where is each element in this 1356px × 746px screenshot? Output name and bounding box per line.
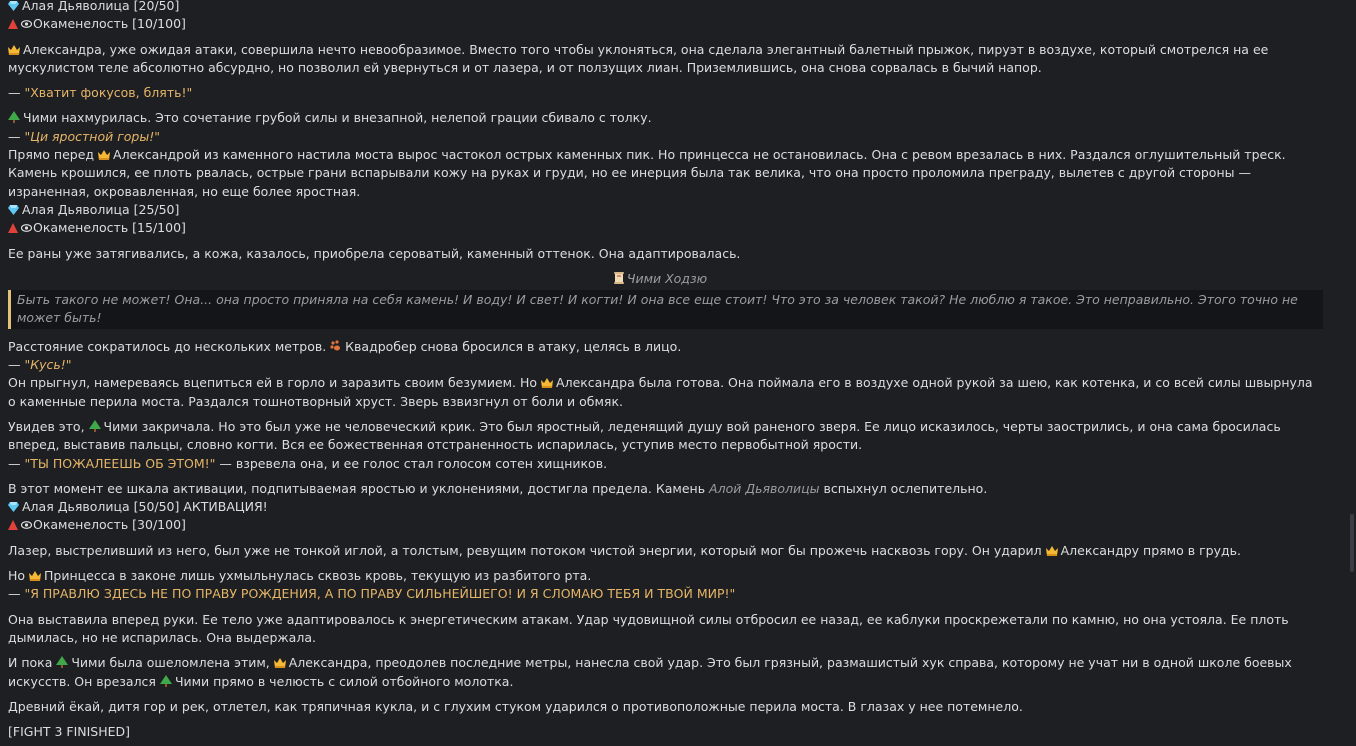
eye-icon bbox=[21, 219, 32, 227]
thought-quote: Быть такого не может! Она... она просто приняла на себя камень! И воду! И свет! И когти! И она все еще стоит! Что это за человек такой? Не люблю я такое. Это неправильно. Этого точно не может быть! bbox=[8, 290, 1323, 329]
stat-petrify: Окаменелость [15/100] bbox=[8, 219, 1323, 237]
gem-icon bbox=[8, 0, 19, 9]
crown-icon bbox=[98, 147, 110, 157]
stat-petrify: Окаменелость [10/100] bbox=[8, 15, 1323, 33]
quote-line: — "ТЫ ПОЖАЛЕЕШЬ ОБ ЭТОМ!" — взревела она, и ее голос стал голосом сотен хищников. bbox=[8, 455, 608, 471]
paragraph: Но Принцесса в законе лишь ухмыльнулась сквозь кровь, текущую из разбитого рта. bbox=[8, 568, 592, 584]
tree-icon bbox=[89, 419, 101, 431]
paragraph: Увидев это, Чими закричала. Но это был уже не человеческий крик. Это был яростный, леденящий душу вой раненого зверя. Ее лицо исказилось, черты заострились, и она сама бросилась вперед, выставив пальцы, словно когти. Вся ее божественная отстраненность испарилась, уступив место первобытной ярости. bbox=[8, 418, 1281, 453]
tree-icon bbox=[56, 655, 68, 667]
chat-log bbox=[8, 0, 1323, 741]
eye-icon bbox=[21, 516, 32, 524]
crown-icon bbox=[8, 42, 20, 52]
stat-alaya: Алая Дьяволица [50/50] АКТИВАЦИЯ! bbox=[8, 498, 1323, 516]
stat-alaya: Алая Дьяволица [25/50] bbox=[8, 201, 1323, 219]
gem-icon bbox=[8, 202, 19, 213]
red-triangle-icon bbox=[8, 16, 18, 26]
stat-petrify: Окаменелость [30/100] bbox=[8, 516, 1323, 534]
quote-line: — "Я ПРАВЛЮ ЗДЕСЬ НЕ ПО ПРАВУ РОЖДЕНИЯ, А ПО ПРАВУ СИЛЬНЕЙШЕГО! И Я СЛОМАЮ ТЕБЯ И ТВОЙ МИР!" bbox=[8, 586, 736, 602]
fight-status: [FIGHT 3 FINISHED] bbox=[8, 724, 131, 740]
quote-line: — "Ци яростной горы!" bbox=[8, 128, 160, 144]
quote-line: — "Кусь!" bbox=[8, 357, 72, 373]
eye-icon bbox=[21, 15, 32, 23]
stat-alaya: Алая Дьяволица [20/50] bbox=[8, 0, 1323, 15]
gem-icon bbox=[8, 499, 19, 510]
scroll-icon bbox=[614, 271, 624, 283]
red-triangle-icon bbox=[8, 220, 18, 230]
tree-icon bbox=[8, 110, 20, 122]
narrator-header: Чими Ходзю bbox=[0, 270, 1323, 288]
crown-icon bbox=[29, 568, 41, 578]
red-triangle-icon bbox=[8, 517, 18, 527]
paragraph: Древний ёкай, дитя гор и рек, отлетел, как тряпичная кукла, и с глухим стуком ударился о противоположные перила моста. В глазах у нее потемнело. bbox=[8, 698, 1023, 714]
crown-icon bbox=[1046, 543, 1058, 553]
crown-icon bbox=[541, 375, 553, 385]
paragraph: В этот момент ее шкала активации, подпитываемая яростью и уклонениями, достигла предела. Камень Алой Дьяволицы вспыхнул ослепительно. bbox=[8, 480, 988, 496]
crown-icon bbox=[274, 655, 286, 665]
paragraph: Александра, уже ожидая атаки, совершила нечто невообразимое. Вместо того чтобы уклоняться, она сделала элегантный балетный прыжок, пируэт в воздухе, который смотрелся на ее мускулистом теле абсолютно абсурдно, но позволил ей увернуться и от лазера, и от ползущих лиан. Приземлившись, она снова сорвалась в бычий напор. bbox=[8, 41, 1269, 75]
tree-icon bbox=[160, 674, 172, 686]
scrollbar-thumb[interactable] bbox=[1350, 514, 1354, 572]
paragraph: Лазер, выстреливший из него, был уже не тонкой иглой, а толстым, ревущим потоком чистой энергии, который мог бы прожечь насквозь гору. Он ударил Александру прямо в грудь. bbox=[8, 542, 1241, 558]
paw-icon bbox=[330, 339, 342, 351]
paragraph: Расстояние сократилось до нескольких метров. Квадробер снова бросился в атаку, целясь в лицо. bbox=[8, 338, 682, 354]
paragraph: Прямо перед Александрой из каменного настила моста вырос частокол острых каменных пик. Но принцесса не остановилась. Она с ревом врезалась в них. Раздался оглушительный треск. Камень крошился, ее плоть рвалась, острые грани вспарывали кожу на руках и груди, но ее инерция была так велика, что она просто проломила преграду, вылетев с другой стороны — израненная, окровавленная, но еще более яростная. bbox=[8, 147, 1286, 199]
quote-line: — "Хватит фокусов, блять!" bbox=[8, 85, 193, 101]
paragraph: И пока Чими была ошеломлена этим, Александра, преодолев последние метры, нанесла свой удар. Это был грязный, размашистый хук справа, которому не учат ни в одной школе боевых искусств. Он врезался Чими прямо в челюсть с силой отбойного молотка. bbox=[8, 655, 1292, 689]
paragraph: Она выставила вперед руки. Ее тело уже адаптировалось к энергетическим атакам. Удар чудовищной силы отбросил ее назад, ее каблуки проскрежетали по камню, но она устояла. Ее плоть дымилась, но не испарилась. Она выдержала. bbox=[8, 611, 1289, 645]
paragraph: Он прыгнул, намереваясь вцепиться ей в горло и заразить своим безумием. Но Александра была готова. Она поймала его в воздухе одной рукой за шею, как котенка, и со всей силы швырнула о каменные перила моста. Раздался тошнотворный хруст. Зверь взвизгнул от боли и обмяк. bbox=[8, 375, 1313, 409]
paragraph: Чими нахмурилась. Это сочетание грубой силы и внезапной, нелепой грации сбивало с толку. bbox=[8, 109, 1323, 127]
paragraph: Ее раны уже затягивались, а кожа, казалось, приобрела сероватый, каменный оттенок. Она адаптировалась. bbox=[8, 245, 741, 261]
